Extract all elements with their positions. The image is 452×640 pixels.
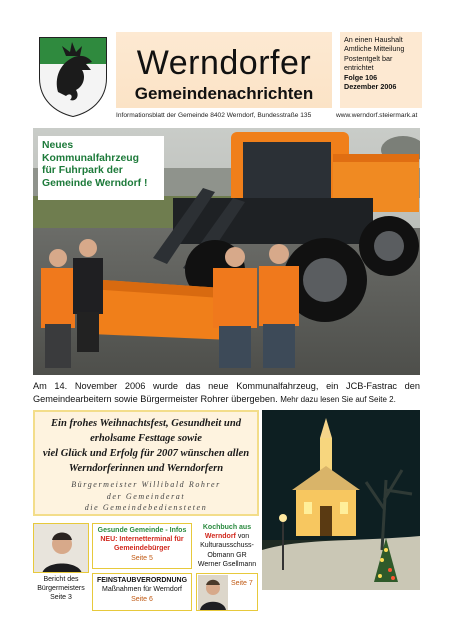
greeting-signature: der Gemeinderat xyxy=(106,491,186,501)
teaser-page: Seite 7 xyxy=(231,580,253,587)
teaser-page: Seite 5 xyxy=(131,554,153,562)
mayor-portrait-illustration xyxy=(34,524,89,573)
chapel-illustration xyxy=(262,410,420,590)
health-info-teaser[interactable] xyxy=(92,523,192,569)
teaser-title: Werndorf xyxy=(204,533,236,541)
teaser-line: Bürgermeisters xyxy=(37,585,85,593)
article-text: Am 14. November 2006 wurde das neue Kommunalfahrzeug, ein JCB-Fastrac den Gemeindearbeitern sowie Bürgermeister Rohrer übergeben. xyxy=(33,381,420,404)
teaser-page: Seite 3 xyxy=(50,594,72,602)
teaser-line: Kulturausschuss- xyxy=(200,542,254,550)
greeting-signature: Bürgermeister Willibald Rohrer xyxy=(71,480,221,489)
greeting-line: Werndorferinnen und Werndorfern xyxy=(68,463,224,474)
cover-photo xyxy=(33,128,420,375)
mayor-photo[interactable] xyxy=(33,523,89,573)
teaser-title: Gesunde Gemeinde - Infos xyxy=(97,527,187,534)
greeting-signature: die Gemeindebediensteten xyxy=(84,503,208,512)
teaser-line: Bericht des xyxy=(43,576,79,583)
cookbook-author-box[interactable] xyxy=(196,573,258,611)
teaser-line: Maßnahmen für Werndorf xyxy=(101,586,182,594)
teaser-line: NEU: Internetterminal für xyxy=(100,536,184,544)
photo-headline-line: Kommunalfahrzeug xyxy=(42,152,139,164)
teaser-line: Werner Gsellmann xyxy=(197,560,257,568)
masthead xyxy=(116,32,332,108)
fine-dust-teaser[interactable] xyxy=(92,573,192,611)
cookbook-teaser[interactable] xyxy=(196,523,258,573)
greeting-line: viel Glück und Erfolg für 2007 wünschen allen xyxy=(42,448,250,459)
chapel-night-photo xyxy=(262,410,420,590)
teaser-title: Kochbuch aus xyxy=(202,524,252,531)
website-link[interactable]: www.werndorf.steiermark.at xyxy=(336,112,418,119)
lead-article xyxy=(33,380,420,406)
postage-line: Amtliche Mitteilung xyxy=(344,44,405,54)
read-more-link[interactable]: Mehr dazu lesen Sie auf Seite 2. xyxy=(280,394,396,404)
author-portrait-illustration xyxy=(198,575,228,610)
issue-date: Dezember 2006 xyxy=(344,82,397,92)
teaser-title: FEINSTAUBVERORDNUNG xyxy=(96,577,188,584)
info-line: Informationsblatt der Gemeinde 8402 Werndorf, Bundesstraße 135 xyxy=(116,112,312,119)
postage-line: entrichtet xyxy=(344,63,374,73)
teaser-page: Seite 6 xyxy=(131,595,153,603)
photo-headline-line: Gemeinde Werndorf ! xyxy=(42,177,148,189)
photo-headline-line: Neues xyxy=(42,140,74,151)
photo-headline-line: für Fuhrpark der xyxy=(42,165,123,177)
christmas-greeting-box xyxy=(33,410,259,516)
greeting-line: erholsame Festtage sowie xyxy=(90,433,202,444)
mayor-report-teaser[interactable] xyxy=(33,575,89,603)
newspaper-subtitle: Gemeindenachrichten xyxy=(134,84,314,103)
newspaper-title: Werndorfer xyxy=(136,44,312,82)
municipal-crest-icon xyxy=(36,34,110,118)
teaser-line: von xyxy=(235,533,250,541)
postage-line: Postentgelt bar xyxy=(344,53,393,63)
postage-info-box xyxy=(340,32,422,108)
teaser-line: Gemeindebürger xyxy=(113,545,170,553)
issue-number: Folge 106 xyxy=(344,72,378,82)
greeting-line: Ein frohes Weihnachtsfest, Gesundheit und xyxy=(50,418,242,429)
photo-headline xyxy=(38,136,164,200)
teaser-line: Obmann GR xyxy=(207,551,247,559)
postage-line: An einen Haushalt xyxy=(344,35,403,44)
